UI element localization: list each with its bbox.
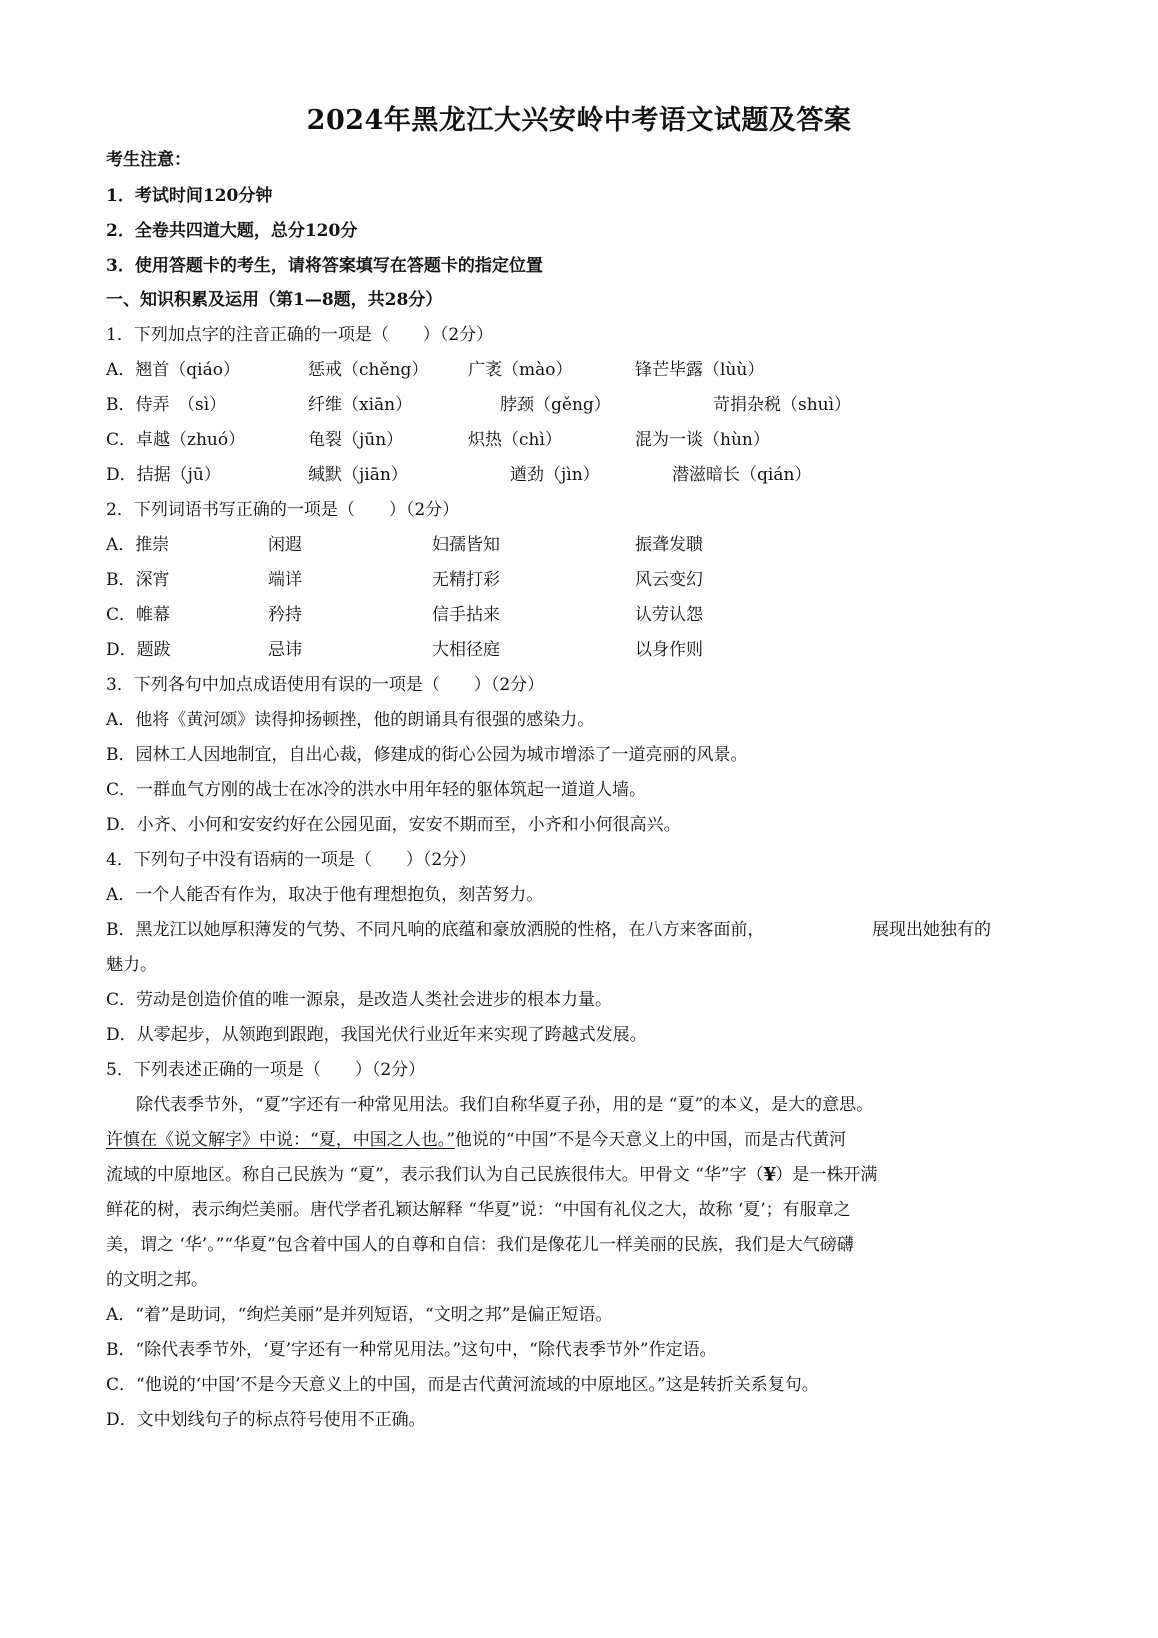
q5-passage-line-2 bbox=[106, 1128, 846, 1152]
q2-a-2: 闲遐 bbox=[268, 535, 302, 555]
q5-option-b: B．“除代表季节外，‘夏’字还有一种常见用法。”这句中，“除代表季节外”作定语。 bbox=[106, 1340, 717, 1360]
q1-a-4: 锋芒毕露（lùù） bbox=[635, 360, 765, 380]
oracle-bone-hua-glyph: ¥ bbox=[762, 1164, 777, 1186]
q2-d-1: D．题跋 bbox=[106, 640, 171, 660]
q5-passage-line-3b: ）是一株开满 bbox=[775, 1165, 878, 1185]
q5-option-a: A．“着”是助词，“绚烂美丽”是并列短语，“文明之邦”是偏正短语。 bbox=[106, 1305, 613, 1325]
q1-a-1: A．翘首（qiáo） bbox=[106, 360, 240, 380]
q1-c-1: C．卓越（zhuó） bbox=[106, 430, 246, 450]
q1-b-2: 纤维（xiān） bbox=[308, 395, 413, 415]
q3-option-d: D．小齐、小何和安安约好在公园见面，安安不期而至，小齐和小何很高兴。 bbox=[106, 815, 681, 835]
q2-b-3: 无精打彩 bbox=[432, 570, 500, 590]
q3-stem: 3．下列各句中加点成语使用有误的一项是（ ）（2分） bbox=[106, 675, 545, 695]
q2-d-3: 大相径庭 bbox=[432, 640, 500, 660]
q2-c-2: 矜持 bbox=[268, 605, 302, 625]
q2-b-1: B．深宵 bbox=[106, 570, 170, 590]
q1-a-2: 惩戒（chěng） bbox=[308, 360, 429, 380]
q5-passage-line-4: 鲜花的树，表示绚烂美丽。唐代学者孔颖达解释 “华夏”说：“中国有礼仪之大，故称 ‘夏’；有服章之 bbox=[106, 1200, 851, 1220]
q2-b-2: 端详 bbox=[268, 570, 302, 590]
q5-passage-line-5: 美，谓之 ‘华’。”“华夏”包含着中国人的自尊和自信：我们是像花儿一样美丽的民族，我们是大气磅礴 bbox=[106, 1235, 854, 1255]
q1-b-4: 苛捐杂税（shuì） bbox=[713, 395, 852, 415]
notice-heading: 考生注意： bbox=[106, 150, 191, 170]
q5-passage-line-3 bbox=[106, 1163, 877, 1187]
q2-stem: 2．下列词语书写正确的一项是（ ）（2分） bbox=[106, 500, 460, 520]
q2-c-4: 认劳认怨 bbox=[635, 605, 703, 625]
q3-option-a: A．他将《黄河颂》读得抑扬顿挫，他的朗诵具有很强的感染力。 bbox=[106, 710, 595, 730]
q2-a-4: 振聋发聩 bbox=[635, 535, 703, 555]
q1-c-4: 混为一谈（hùn） bbox=[635, 430, 770, 450]
q5-option-c: C．“他说的‘中国’不是今天意义上的中国，而是古代黄河流域的中原地区。”这是转折关系复句。 bbox=[106, 1375, 819, 1395]
q1-d-4: 潜滋暗长（qián） bbox=[672, 465, 812, 485]
q4-option-b-part3: 魅力。 bbox=[106, 955, 157, 975]
q3-option-c: C．一群血气方刚的战士在冰冷的洪水中用年轻的躯体筑起一道道人墙。 bbox=[106, 780, 647, 800]
q1-d-1: D．拮据（jū） bbox=[106, 465, 221, 485]
exam-title: 2024年黑龙江大兴安岭中考语文试题及答案 bbox=[306, 105, 852, 136]
q1-a-3: 广袤（mào） bbox=[468, 360, 573, 380]
q1-d-2: 缄默（jiān） bbox=[308, 465, 408, 485]
q5-passage-line-3a: 流域的中原地区。称自己民族为 “夏”，表示我们认为自己民族很伟大。甲骨文 “华”字（ bbox=[106, 1165, 764, 1185]
section-heading: 一、知识积累及运用（第1—8题，共28分） bbox=[106, 290, 443, 310]
q4-option-c: C．劳动是创造价值的唯一源泉，是改造人类社会进步的根本力量。 bbox=[106, 990, 613, 1010]
q1-b-1: B．侍弄 （sì） bbox=[106, 395, 227, 415]
q2-d-2: 忌讳 bbox=[268, 640, 302, 660]
q1-d-3: 遒劲（jìn） bbox=[510, 465, 600, 485]
q2-d-4: 以身作则 bbox=[635, 640, 703, 660]
q1-b-3: 脖颈（gěng） bbox=[500, 395, 611, 415]
q5-passage-line-1: 除代表季节外，“夏”字还有一种常见用法。我们自称华夏子孙，用的是 “夏”的本义，是大的意思。 bbox=[136, 1095, 874, 1115]
q1-stem: 1．下列加点字的注音正确的一项是（ ）（2分） bbox=[106, 325, 494, 345]
q1-c-3: 炽热（chì） bbox=[468, 430, 562, 450]
q4-option-a: A．一个人能否有作为，取决于他有理想抱负，刻苦努力。 bbox=[106, 885, 544, 905]
q5-option-d: D．文中划线句子的标点符号使用不正确。 bbox=[106, 1410, 426, 1430]
q5-stem: 5．下列表述正确的一项是（ ）（2分） bbox=[106, 1060, 426, 1080]
q2-a-1: A．推崇 bbox=[106, 535, 170, 555]
q1-c-2: 龟裂（jūn） bbox=[308, 430, 404, 450]
q5-underlined-sentence: 许慎在《说文解字》中说：“夏，中国之人也。” bbox=[106, 1130, 455, 1150]
q2-a-3: 妇孺皆知 bbox=[432, 535, 500, 555]
q4-option-b-part2: 展现出她独有的 bbox=[872, 920, 991, 940]
q5-passage-line-6: 的文明之邦。 bbox=[106, 1270, 208, 1290]
q2-b-4: 风云变幻 bbox=[635, 570, 703, 590]
notice-item-1: 1．考试时间120分钟 bbox=[106, 186, 273, 206]
q3-option-b: B．园林工人因地制宜，自出心裁，修建成的街心公园为城市增添了一道亮丽的风景。 bbox=[106, 745, 748, 765]
notice-item-3: 3．使用答题卡的考生，请将答案填写在答题卡的指定位置 bbox=[106, 256, 543, 276]
q2-c-1: C．帷幕 bbox=[106, 605, 171, 625]
notice-item-2: 2．全卷共四道大题，总分120分 bbox=[106, 221, 358, 241]
q4-option-b-part1: B．黑龙江以她厚积薄发的气势、不同凡响的底蕴和豪放洒脱的性格，在八方来客面前， bbox=[106, 920, 765, 940]
q2-c-3: 信手拈来 bbox=[432, 605, 500, 625]
q5-passage-line-2-rest: 他说的“中国”不是今天意义上的中国，而是古代黄河 bbox=[454, 1130, 847, 1150]
q4-option-d: D．从零起步，从领跑到跟跑，我国光伏行业近年来实现了跨越式发展。 bbox=[106, 1025, 647, 1045]
q4-stem: 4．下列句子中没有语病的一项是（ ）（2分） bbox=[106, 850, 477, 870]
